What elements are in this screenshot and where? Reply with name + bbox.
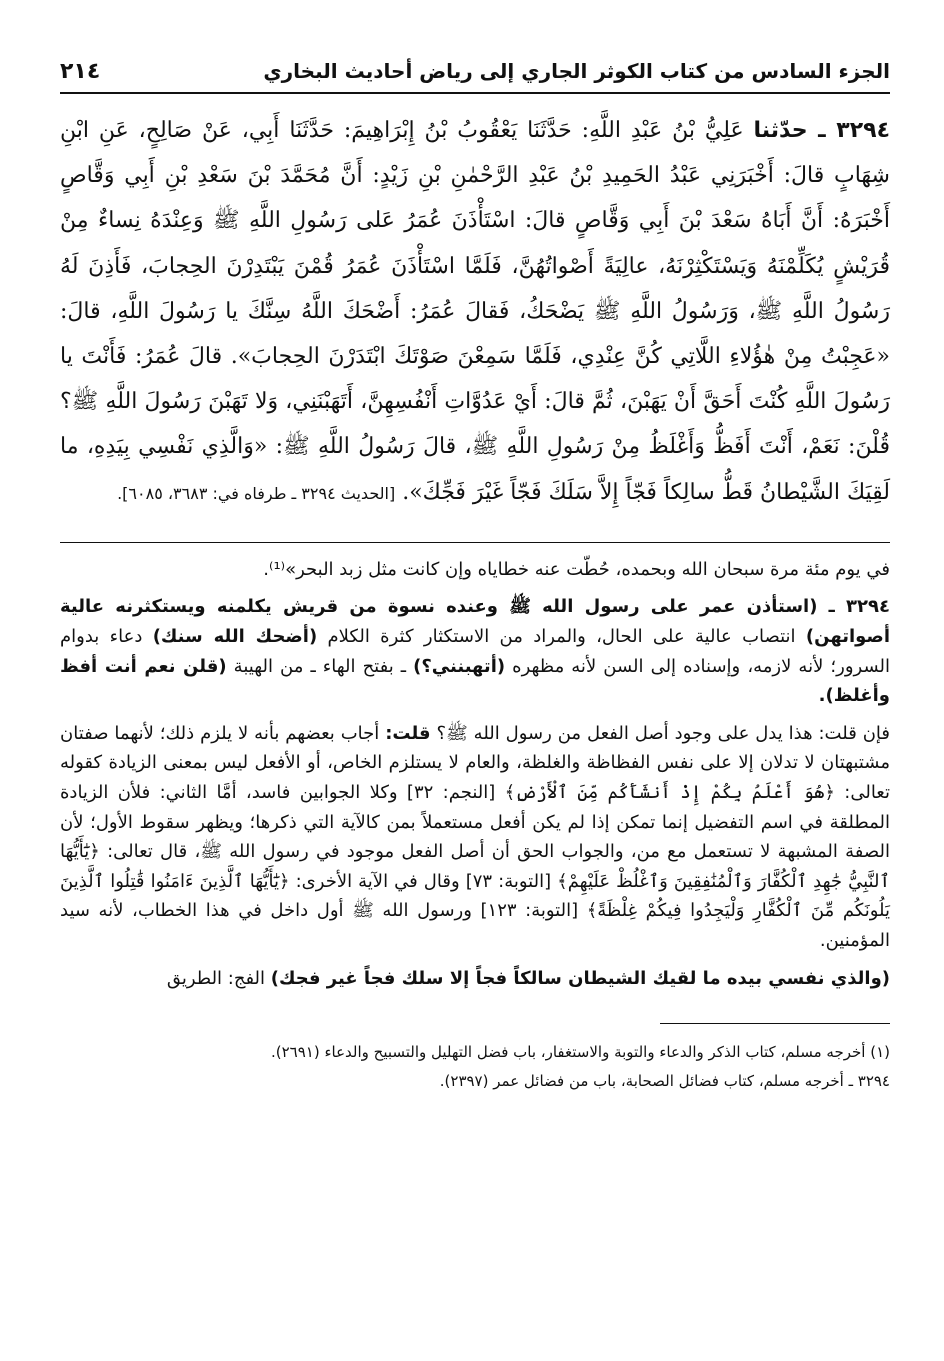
explanation-text: انتصاب عالية على الحال، والمراد من الاستكثار كثرة الكلام <box>317 626 806 648</box>
explanation-text: [التوبة: ٧٣] وقال في الآية الأخرى: <box>289 870 558 892</box>
quran-verse: ﴿يَٰٓأَيُّهَا ٱلَّذِينَ ءَامَنُوا قَٰتِلُوا ٱلَّذِينَ يَلُونَكُم مِّنَ ٱلْكُفَّارِ وَلْيَجِدُوا فِيكُمْ غِلْظَةً﴾ <box>60 870 891 922</box>
quoted-matn: ٣٢٩٤ ـ (استأذن عمر على رسول الله ﷺ وعنده نسوة من قريش يكلمنه ويستكثرنه عالية أصواتهن) <box>60 596 890 648</box>
quoted-matn: (أضحك الله سنك) <box>152 626 318 648</box>
quoted-matn: (والذي نفسي بيده ما لقيك الشيطان سالكاً فجاً إلا سلك فجاً غير فجك) <box>270 967 890 989</box>
footnotes <box>60 1038 890 1096</box>
commentary-paragraph-3 <box>60 964 890 994</box>
quran-verse: ﴿هُوَ أَعْلَمُ بِكُمْ إِذْ أَنشَأَكُم مِّنَ ٱلْأَرْضِ﴾ <box>504 781 835 803</box>
commentary-paragraph-1 <box>60 592 890 710</box>
commentary-paragraph-2 <box>60 719 890 956</box>
explanation-text: [النجم: ٣٢] وكلا الجوابين فاسد، أمَّا الثاني: فلأن الزيادة المطلقة في اسم التفضيل إنما تمكن إذا لم يكن أفعل مستعملاً بمن كالآية التي ذكرها؛ ويظهر سقوط الأول؛ لأن الصفة المشبهة لا تستعمل مع من، والجواب الحق أن أصل الفعل موجود في رسول الله ﷺ، قال تعالى: <box>60 781 890 863</box>
quoted-matn: (قلن نعم أنت أفظ وأغلظ). <box>60 655 890 707</box>
commentary-continuation <box>60 555 890 585</box>
explanation-text: ـ بفتح الهاء ـ من الهيبة <box>226 655 414 677</box>
quran-verse: ﴿يَٰٓأَيُّهَا ٱلنَّبِيُّ جَٰهِدِ ٱلْكُفَّارَ وَٱلْمُنَٰفِقِينَ وَٱغْلُظْ عَلَيْهِمْ﴾ <box>60 841 891 892</box>
explanation-text: الفج: الطريق <box>166 967 271 989</box>
explanation-text: أجاب بعضهم بأنه لا يلزم ذلك؛ لأنهما صفتان مشتبهتان لا تدلان إلا على نفس الفظاظة والغلظة، والعام لا يستلزم الخاص، أو الأفعل ليس بمعنى الزيادة كقوله تعالى: <box>60 722 890 803</box>
hadith-body: عَلِيُّ بْنُ عَبْدِ اللَّهِ: حَدَّثَنَا يَعْقُوبُ بْنُ إِبْرَاهِيمَ: حَدَّثَنَا أَبِي، عَنْ صَالِحٍ، عَنِ ابْنِ شِهَابٍ قالَ: أَخْبَرَنِي عَبْدُ الحَمِيدِ بْنُ عَبْدِ الرَّحْمٰنِ بْنِ زَيْدٍ: أَنَّ مُحَمَّدَ بْنَ سَعْدِ بْنِ أَبِي وَقَّاصٍ أَخْبَرَهُ: أَنَّ أَبَاهُ سَعْدَ بْنَ أَبِي وَقَّاصٍ قالَ: اسْتَأْذَنَ عُمَرُ عَلى رَسُولِ اللَّهِ ﷺ وَعِنْدَهُ نِساءٌ مِنْ قُرَيْشٍ يُكَلِّمْنَهُ وَيَسْتَكْثِرْنَهُ، عالِيَةً أَصْواتُهُنَّ، فَلَمَّا اسْتَأْذَنَ عُمَرُ قُمْنَ يَبْتَدِرْنَ الحِجابَ، فَأَذِنَ لَهُ رَسُولُ اللَّهِ ﷺ، وَرَسُولُ اللَّهِ ﷺ يَضْحَكُ، فَقالَ عُمَرُ: أَضْحَكَ اللَّهُ سِنَّكَ يا رَسُولَ اللَّهِ، قالَ: «عَجِبْتُ مِنْ هٰؤُلاءِ اللَّاتِي كُنَّ عِنْدِي، فَلَمَّا سَمِعْنَ صَوْتَكَ ابْتَدَرْنَ الحِجابَ». قالَ عُمَرُ: فَأَنْتَ يا رَسُولَ اللَّهِ كُنْتَ أَحَقَّ أَنْ يَهَبْنَ، ثُمَّ قالَ: أَيْ عَدُوَّاتِ أَنْفُسِهِنَّ، أَتَهَبْنَنِي، وَلا تَهَبْنَ رَسُولَ اللَّهِ ﷺ؟ قُلْنَ: نَعَمْ، أَنْتَ أَفَظُّ وَأَغْلَظُ مِنْ رَسُولِ اللَّهِ ﷺ، قالَ رَسُولُ اللَّهِ ﷺ: «وَالَّذِي نَفْسِي بِيَدِهِ، ما لَقِيَكَ الشَّيْطانُ قَطُّ سالِكاً فَجّاً إِلاَّ سَلَكَ فَجّاً غَيْرَ فَجِّكَ». <box>60 118 890 505</box>
hadith-reference: [الحديث ٣٢٩٤ ـ طرفاه في: ٣٦٨٣، ٦٠٨٥]. <box>117 483 396 503</box>
explanation-text: فإن قلت: هذا يدل على وجود أصل الفعل من رسول الله ﷺ؟ <box>430 722 891 744</box>
explanation-text: دعاء بدوام السرور؛ لأنه لازمه، وإسناده إلى السن لأنه مظهره <box>60 626 890 677</box>
footnote-1: (١) أخرجه مسلم، كتاب الذكر والدعاء والتوبة والاستغفار، باب فضل التهليل والتسبيح والدعاء (٢٦٩١). <box>270 1043 890 1062</box>
page-header <box>60 50 890 94</box>
footnote-divider <box>660 1023 890 1024</box>
quoted-matn: (أتهبنني؟) <box>413 655 506 677</box>
running-title: الجزء السادس من كتاب الكوثر الجاري إلى رياض أحاديث البخاري <box>263 59 890 83</box>
book-page <box>60 50 890 1096</box>
commentary-block <box>60 555 890 993</box>
hadith-text-block <box>60 108 890 516</box>
footnote-2: ٣٢٩٤ ـ أخرجه مسلم، كتاب فضائل الصحابة، باب من فضائل عمر (٢٣٩٧). <box>439 1072 890 1091</box>
answer-label: قلت: <box>385 722 431 744</box>
page-number: ٢١٤ <box>60 58 101 84</box>
explanation-text: [التوبة: ١٢٣] ورسول الله ﷺ أول داخل في هذا الخطاب، لأنه سيد المؤمنين. <box>60 900 890 951</box>
continuation-text: في يوم مئة مرة سبحان الله وبحمده، حُطّت عنه خطاياه وإن كانت مثل زبد البحر»⁽¹⁾. <box>263 558 890 580</box>
hadith-number: ٣٢٩٤ ـ حدّثنا <box>753 118 890 143</box>
section-divider <box>60 542 890 543</box>
